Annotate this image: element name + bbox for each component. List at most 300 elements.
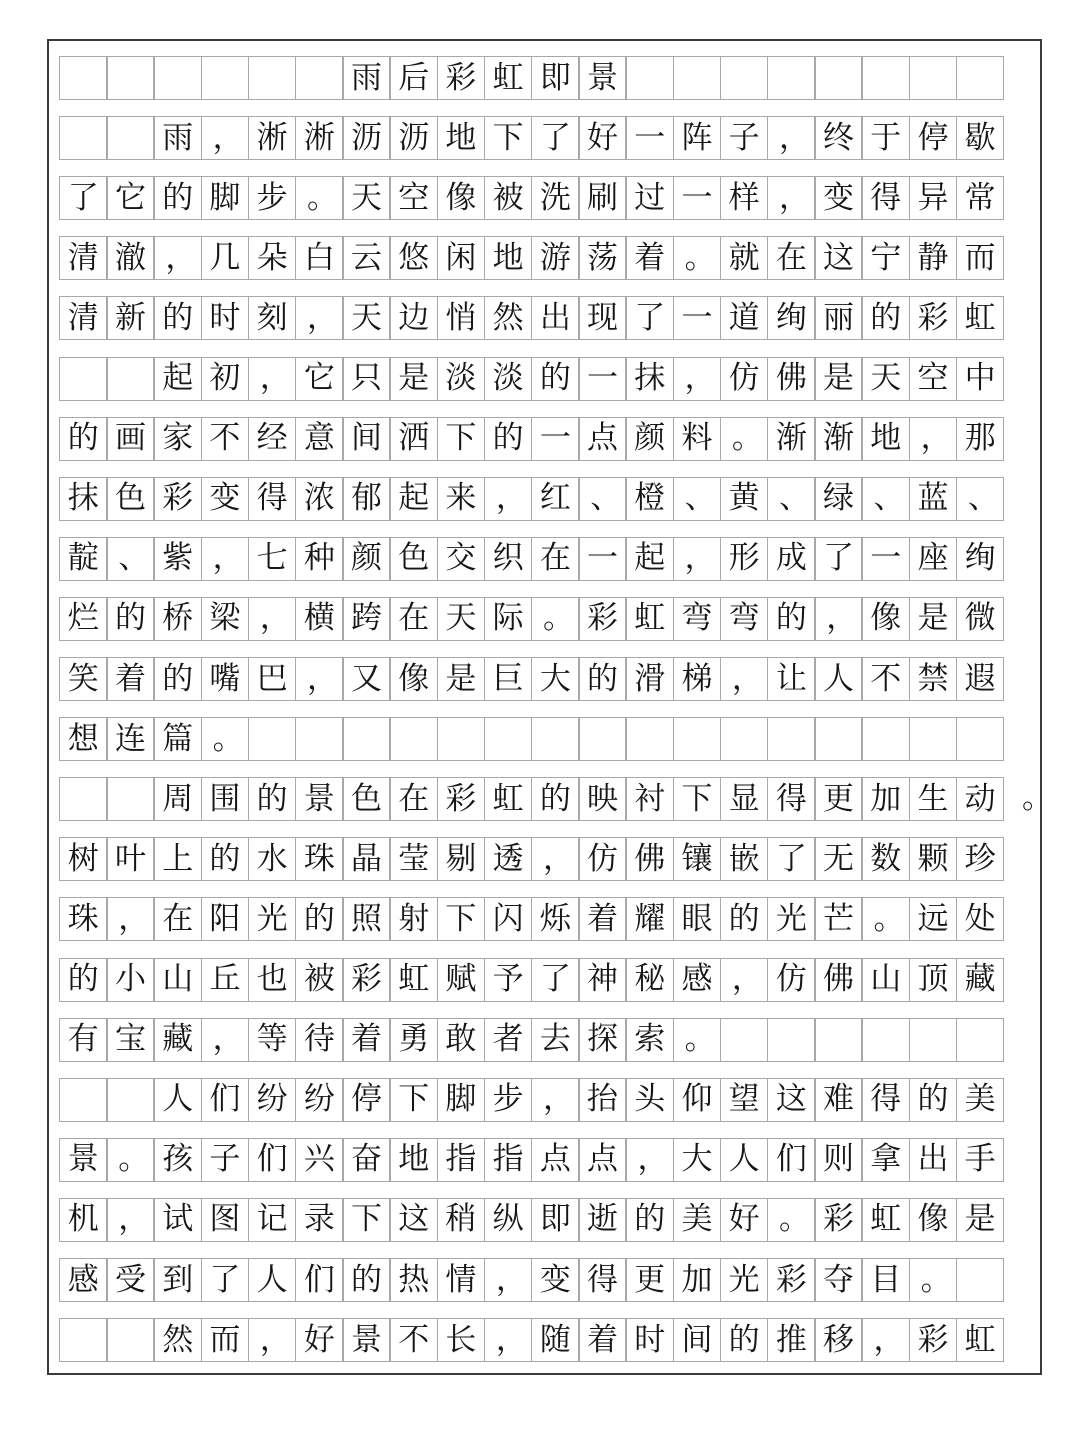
grid-cell: 藏 [956,958,1005,1002]
grid-cell: 着 [578,897,627,941]
grid-cell: 的 [59,417,108,461]
grid-cell: 纷 [248,1078,297,1122]
empty-cell [767,56,816,100]
grid-cell: 渐 [767,417,816,461]
grid-cell: 秘 [625,958,674,1002]
empty-cell [956,1018,1005,1062]
grid-cell: 珍 [956,837,1005,881]
grid-cell: 逝 [578,1198,627,1242]
grid-cell: 像 [437,176,486,220]
grid-cell: 边 [389,296,438,340]
grid-cell: 又 [342,657,391,701]
grid-cell: 的 [153,657,202,701]
grid-cell: 虹 [484,777,533,821]
grid-cell: 映 [578,777,627,821]
grid-cell: 子 [201,1138,250,1182]
grid-cell: 无 [814,837,863,881]
grid-cell: 记 [248,1198,297,1242]
grid-cell: 下 [673,777,722,821]
grid-cell: 间 [673,1318,722,1362]
grid-cell: 景 [578,56,627,100]
grid-cell: 停 [342,1078,391,1122]
grid-cell: 颜 [625,417,674,461]
text-row [59,296,1031,340]
grid-cell: 绚 [767,296,816,340]
empty-cell [153,56,202,100]
grid-cell: 天 [342,176,391,220]
text-row [59,657,1031,701]
grid-cell: 抬 [578,1078,627,1122]
grid-cell: 了 [625,296,674,340]
grid-cell: 的 [861,296,910,340]
grid-cell: 交 [437,537,486,581]
grid-cell: 了 [59,176,108,220]
grid-cell: 的 [720,897,769,941]
grid-cell: 随 [531,1318,580,1362]
grid-cell: 更 [814,777,863,821]
empty-cell [295,56,344,100]
grid-cell: ， [248,357,297,401]
grid-cell: 了 [201,1258,250,1302]
grid-cell: 。 [767,1198,816,1242]
grid-cell: 黄 [720,477,769,521]
grid-cell: 子 [720,116,769,160]
empty-cell [342,717,391,761]
grid-cell: 起 [625,537,674,581]
grid-cell: 着 [625,236,674,280]
grid-cell: 初 [201,357,250,401]
grid-cell: 画 [106,417,155,461]
grid-cell: 的 [295,897,344,941]
empty-cell [389,717,438,761]
grid-cell: 镶 [673,837,722,881]
grid-cell: 地 [861,417,910,461]
grid-cell: 索 [625,1018,674,1062]
grid-cell: 让 [767,657,816,701]
grid-cell: 即 [531,1198,580,1242]
grid-cell: 即 [531,56,580,100]
grid-cell: 闪 [484,897,533,941]
grid-cell: 虹 [484,56,533,100]
grid-cell: 夺 [814,1258,863,1302]
grid-cell: 抹 [625,357,674,401]
grid-cell: 点 [578,417,627,461]
grid-cell: 烁 [531,897,580,941]
grid-cell: 成 [767,537,816,581]
grid-cell: 抹 [59,477,108,521]
grid-cell: ， [248,1318,297,1362]
grid-cell: ， [673,357,722,401]
grid-cell: 得 [861,176,910,220]
grid-cell: 终 [814,116,863,160]
grid-cell: 。 [201,717,250,761]
grid-cell: 们 [248,1138,297,1182]
grid-cell: 水 [248,837,297,881]
empty-cell [861,717,910,761]
grid-cell: 然 [484,296,533,340]
grid-cell: 的 [578,657,627,701]
grid-cell: 录 [295,1198,344,1242]
grid-cell: 一 [673,296,722,340]
text-row [59,717,1031,761]
grid-cell: ， [201,537,250,581]
empty-cell [956,717,1005,761]
empty-cell [106,56,155,100]
grid-cell: 晶 [342,837,391,881]
grid-cell: 、 [956,477,1005,521]
grid-cell: 、 [106,537,155,581]
grid-cell: 射 [389,897,438,941]
grid-cell: 在 [389,777,438,821]
grid-cell: 得 [248,477,297,521]
grid-cell: 等 [248,1018,297,1062]
title-row [59,56,1031,100]
grid-cell: 淅 [295,116,344,160]
grid-cell: ， [909,417,958,461]
empty-cell [956,56,1005,100]
grid-cell: 淡 [484,357,533,401]
empty-cell [814,717,863,761]
grid-cell: 宝 [106,1018,155,1062]
grid-cell: 衬 [625,777,674,821]
grid-cell: 们 [201,1078,250,1122]
text-row [59,417,1031,461]
grid-cell: 虹 [861,1198,910,1242]
text-row [59,1018,1031,1062]
grid-cell: 滑 [625,657,674,701]
grid-cell: 树 [59,837,108,881]
grid-cell: 烂 [59,597,108,641]
grid-cell: 笑 [59,657,108,701]
grid-cell: 澈 [106,236,155,280]
grid-cell: 手 [956,1138,1005,1182]
grid-cell: 着 [578,1318,627,1362]
grid-cell: 色 [342,777,391,821]
grid-cell: 叶 [106,837,155,881]
grid-cell: 变 [201,477,250,521]
grid-cell: 图 [201,1198,250,1242]
grid-cell: 步 [484,1078,533,1122]
grid-cell: 地 [437,116,486,160]
grid-cell: 。 [720,417,769,461]
text-row [59,477,1031,521]
grid-cell: 彩 [909,296,958,340]
empty-cell [861,1018,910,1062]
empty-cell [814,56,863,100]
text-row [59,116,1031,160]
grid-cell: ， [861,1318,910,1362]
grid-cell: 拿 [861,1138,910,1182]
grid-cell: ， [106,1198,155,1242]
grid-cell: 淅 [248,116,297,160]
grid-cell: 横 [295,597,344,641]
grid-cell: 的 [625,1198,674,1242]
grid-cell: 步 [248,176,297,220]
grid-cell: 了 [767,837,816,881]
grid-cell: 白 [295,236,344,280]
grid-cell: 连 [106,717,155,761]
grid-cell: 仿 [720,357,769,401]
grid-cell: 上 [153,837,202,881]
grid-cell: 了 [814,537,863,581]
grid-cell: 着 [342,1018,391,1062]
grid-cell: 起 [153,357,202,401]
grid-cell: 是 [389,357,438,401]
grid-cell: 得 [861,1078,910,1122]
grid-cell: ， [531,837,580,881]
empty-cell [861,56,910,100]
grid-cell: 。 [531,597,580,641]
grid-cell: 有 [59,1018,108,1062]
grid-cell: 山 [153,958,202,1002]
empty-cell [437,717,486,761]
grid-cell: 山 [861,958,910,1002]
grid-cell: 光 [248,897,297,941]
grid-cell: 朵 [248,236,297,280]
grid-cell: 仿 [767,958,816,1002]
empty-cell [767,1018,816,1062]
grid-cell: 荡 [578,236,627,280]
grid-cell: 的 [201,837,250,881]
grid-cell: 悠 [389,236,438,280]
grid-cell: 。 [673,1018,722,1062]
grid-cell: 出 [531,296,580,340]
text-row [59,537,1031,581]
grid-cell: 桥 [153,597,202,641]
grid-cell: 耀 [625,897,674,941]
grid-cell: ， [484,1258,533,1302]
empty-cell [814,1018,863,1062]
grid-cell: 。 [861,897,910,941]
text-row [59,897,1031,941]
grid-cell: 游 [531,236,580,280]
grid-cell: 的 [909,1078,958,1122]
grid-cell: 虹 [956,1318,1005,1362]
grid-cell: 好 [720,1198,769,1242]
grid-cell: 景 [295,777,344,821]
empty-cell [625,717,674,761]
grid-cell: 变 [814,176,863,220]
grid-cell: 颜 [342,537,391,581]
grid-cell: 像 [389,657,438,701]
grid-cell: 阳 [201,897,250,941]
grid-cell: 它 [295,357,344,401]
grid-cell: 佛 [814,958,863,1002]
overflow-punctuation: 。 [1022,780,1053,817]
grid-cell: ， [720,657,769,701]
empty-cell [909,56,958,100]
grid-cell: 是 [956,1198,1005,1242]
grid-cell: 景 [59,1138,108,1182]
grid-cell: 静 [909,236,958,280]
empty-cell [720,1018,769,1062]
empty-cell [909,1018,958,1062]
grid-cell: 难 [814,1078,863,1122]
grid-cell: 家 [153,417,202,461]
grid-cell: 微 [956,597,1005,641]
grid-cell: 更 [625,1258,674,1302]
text-row [59,176,1031,220]
grid-cell: ， [531,1078,580,1122]
grid-cell: 现 [578,296,627,340]
grid-cell: 阵 [673,116,722,160]
grid-cell: 、 [578,477,627,521]
grid-cell: 七 [248,537,297,581]
grid-cell: 过 [625,176,674,220]
grid-cell: 勇 [389,1018,438,1062]
grid-cell: 想 [59,717,108,761]
grid-cell: 脚 [201,176,250,220]
grid-cell: 禁 [909,657,958,701]
grid-cell: 莹 [389,837,438,881]
grid-cell: 远 [909,897,958,941]
grid-cell: 神 [578,958,627,1002]
grid-cell: 绿 [814,477,863,521]
grid-cell: 靛 [59,537,108,581]
grid-cell: 洗 [531,176,580,220]
grid-cell: 下 [342,1198,391,1242]
grid-cell: 赋 [437,958,486,1002]
grid-cell: 奋 [342,1138,391,1182]
empty-cell [201,56,250,100]
grid-cell: 在 [389,597,438,641]
grid-cell: 彩 [767,1258,816,1302]
text-row [59,958,1031,1002]
grid-cell: 后 [389,56,438,100]
empty-cell [295,717,344,761]
empty-cell [248,717,297,761]
grid-cell: 清 [59,236,108,280]
text-row [59,1078,1031,1122]
empty-cell [956,1258,1005,1302]
grid-cell: 被 [295,958,344,1002]
grid-cell: 。 [673,236,722,280]
grid-cell: 颗 [909,837,958,881]
grid-cell: 丘 [201,958,250,1002]
grid-cell: 歇 [956,116,1005,160]
grid-cell: 顶 [909,958,958,1002]
grid-cell: 云 [342,236,391,280]
grid-cell: ， [201,116,250,160]
empty-cell [59,56,108,100]
grid-cell: 异 [909,176,958,220]
grid-cell: 样 [720,176,769,220]
grid-cell: 于 [861,116,910,160]
grid-cell: 稍 [437,1198,486,1242]
grid-cell: 蓝 [909,477,958,521]
grid-cell: 人 [814,657,863,701]
grid-cell: 探 [578,1018,627,1062]
grid-cell: 、 [673,477,722,521]
empty-cell [673,56,722,100]
grid-cell: ， [720,958,769,1002]
grid-cell: ， [153,236,202,280]
grid-cell: 大 [673,1138,722,1182]
grid-cell: 佛 [767,357,816,401]
grid-cell: 的 [531,777,580,821]
grid-cell: 的 [106,597,155,641]
grid-cell: 加 [673,1258,722,1302]
grid-cell: 下 [437,417,486,461]
grid-cell: 指 [437,1138,486,1182]
grid-cell: 试 [153,1198,202,1242]
grid-cell: 间 [342,417,391,461]
grid-cell: 丽 [814,296,863,340]
grid-cell: 彩 [578,597,627,641]
grid-cell: 的 [342,1258,391,1302]
grid-cell: 不 [201,417,250,461]
empty-cell [59,777,108,821]
grid-cell: ， [248,597,297,641]
grid-cell: 在 [153,897,202,941]
grid-cell: 巴 [248,657,297,701]
grid-cell: 紫 [153,537,202,581]
text-row [59,1138,1031,1182]
empty-cell [59,357,108,401]
grid-cell: ， [673,537,722,581]
empty-cell [767,717,816,761]
grid-cell: 仰 [673,1078,722,1122]
grid-cell: 长 [437,1318,486,1362]
grid-cell: 一 [578,357,627,401]
empty-cell [578,717,627,761]
grid-cell: 大 [531,657,580,701]
grid-cell: 珠 [59,897,108,941]
grid-cell: 虹 [956,296,1005,340]
grid-cell: 彩 [437,56,486,100]
grid-cell: ， [295,657,344,701]
grid-cell: 予 [484,958,533,1002]
grid-cell: ， [767,116,816,160]
grid-cell: 郁 [342,477,391,521]
grid-cell: 了 [531,116,580,160]
grid-cell: 这 [767,1078,816,1122]
grid-cell: 去 [531,1018,580,1062]
grid-cell: 天 [437,597,486,641]
grid-cell: 一 [531,417,580,461]
grid-cell: 显 [720,777,769,821]
grid-cell: 时 [201,296,250,340]
grid-cell: 待 [295,1018,344,1062]
grid-cell: 是 [909,597,958,641]
grid-cell: 点 [578,1138,627,1182]
grid-cell: 意 [295,417,344,461]
grid-cell: 梯 [673,657,722,701]
grid-cell: 一 [673,176,722,220]
grid-cell: 嘴 [201,657,250,701]
grid-cell: 这 [389,1198,438,1242]
grid-cell: 被 [484,176,533,220]
grid-cell: 到 [153,1258,202,1302]
grid-cell: 彩 [909,1318,958,1362]
grid-cell: 指 [484,1138,533,1182]
grid-cell: 时 [625,1318,674,1362]
text-row [59,1318,1031,1362]
grid-cell: 际 [484,597,533,641]
grid-cell: 宁 [861,236,910,280]
grid-cell: 渐 [814,417,863,461]
grid-cell: 、 [767,477,816,521]
grid-cell: 清 [59,296,108,340]
grid-cell: 地 [484,236,533,280]
grid-cell: 遐 [956,657,1005,701]
grid-cell: ， [814,597,863,641]
empty-cell [106,777,155,821]
grid-cell: 下 [437,897,486,941]
grid-cell: 得 [767,777,816,821]
grid-cell: 梁 [201,597,250,641]
grid-cell: 推 [767,1318,816,1362]
